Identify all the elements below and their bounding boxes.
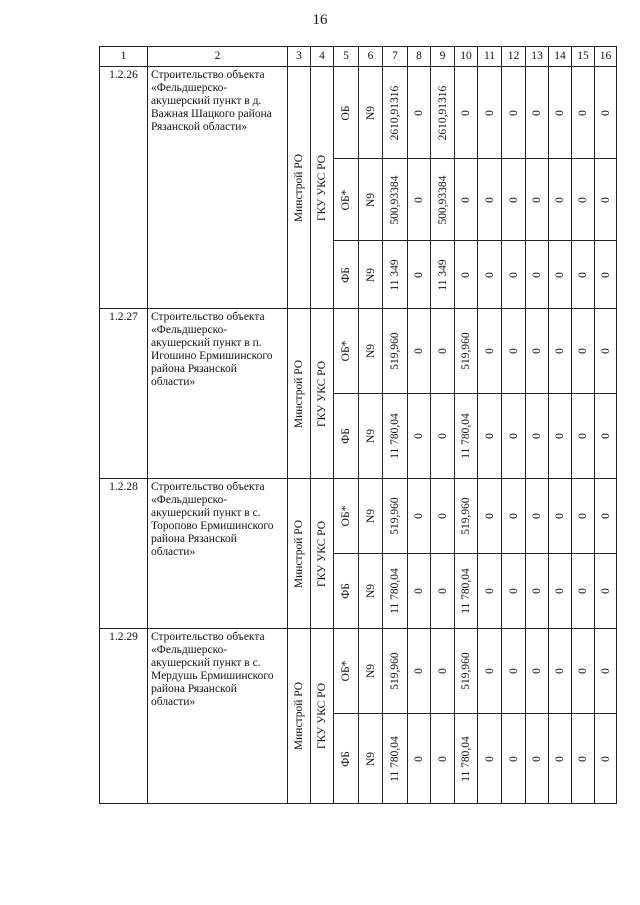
amount-cell-text: 0 xyxy=(413,433,425,439)
header-row xyxy=(100,47,617,67)
amount-cell-text: 11 780,04 xyxy=(460,413,472,459)
amount-cell xyxy=(526,554,549,629)
funding-year xyxy=(359,394,383,479)
amount-cell xyxy=(595,67,617,159)
amount-cell xyxy=(595,554,617,629)
amount-cell xyxy=(572,629,595,714)
amount-cell-text: 2610,91316 xyxy=(389,85,401,140)
col-header: 6 xyxy=(359,47,383,67)
amount-cell-text: 0 xyxy=(554,196,566,203)
amount-cell xyxy=(431,629,455,714)
amount-cell-text: 0 xyxy=(599,196,612,203)
amount-cell-text: 0 xyxy=(507,271,520,278)
amount-cell-text: 0 xyxy=(436,433,449,439)
funding-year-text: N9 xyxy=(364,428,377,444)
amount-cell-text: 0 xyxy=(531,668,543,674)
amount-cell xyxy=(455,394,478,479)
amount-cell xyxy=(549,629,572,714)
amount-cell xyxy=(549,159,572,241)
amount-cell xyxy=(572,309,595,394)
amount-cell-text: 0 xyxy=(599,513,612,519)
responsible-org xyxy=(288,479,311,629)
amount-cell xyxy=(383,67,408,159)
col-header: 13 xyxy=(526,47,549,67)
col-header: 4 xyxy=(311,47,334,67)
amount-cell xyxy=(572,394,595,479)
amount-cell-text: 500,93384 xyxy=(389,175,401,224)
amount-cell xyxy=(408,629,431,714)
amount-cell-text: 0 xyxy=(577,755,589,762)
amount-cell-text: 519,960 xyxy=(460,652,472,690)
amount-cell-text: 11 780,04 xyxy=(389,413,401,459)
amount-cell-text: 0 xyxy=(483,196,496,203)
amount-cell xyxy=(431,394,455,479)
amount-cell xyxy=(572,159,595,241)
amount-cell-text: 11 780,04 xyxy=(389,735,401,782)
amount-cell-text: 0 xyxy=(577,196,589,203)
amount-cell-text: 11 780,04 xyxy=(389,568,401,614)
item-code: 1.2.26 xyxy=(100,67,148,309)
amount-cell xyxy=(455,309,478,394)
amount-cell xyxy=(595,241,617,309)
amount-cell xyxy=(549,394,572,479)
amount-cell-text: 2610,91316 xyxy=(436,85,449,140)
amount-cell xyxy=(595,629,617,714)
amount-cell-text: 0 xyxy=(599,271,612,278)
amount-cell-text: 0 xyxy=(483,755,496,762)
funding-year xyxy=(359,309,383,394)
amount-cell xyxy=(572,554,595,629)
funding-source-text: ОБ* xyxy=(340,505,352,527)
amount-cell-text: 0 xyxy=(413,271,425,278)
amount-cell xyxy=(478,479,502,554)
responsible-org xyxy=(288,67,311,309)
amount-cell-text: 0 xyxy=(531,271,543,278)
amount-cell xyxy=(478,241,502,309)
amount-cell xyxy=(502,67,526,159)
funding-year-text: N9 xyxy=(364,192,377,207)
amount-cell xyxy=(502,309,526,394)
funding-year-text: N9 xyxy=(364,105,377,120)
amount-cell xyxy=(572,241,595,309)
amount-cell xyxy=(526,479,549,554)
amount-cell xyxy=(408,479,431,554)
amount-cell xyxy=(526,67,549,159)
amount-cell-text: 0 xyxy=(531,513,543,519)
amount-cell-text: 519,960 xyxy=(389,652,401,690)
responsible-org xyxy=(288,629,311,804)
funding-source xyxy=(334,479,359,554)
amount-cell-text: 0 xyxy=(554,271,566,278)
amount-cell-text: 0 xyxy=(460,271,472,278)
amount-cell-text: 0 xyxy=(483,433,496,439)
funding-source xyxy=(334,67,359,159)
funding-source xyxy=(334,309,359,394)
amount-cell xyxy=(526,714,549,804)
amount-cell-text: 11 349 xyxy=(436,258,449,291)
amount-cell xyxy=(478,67,502,159)
funding-year xyxy=(359,479,383,554)
amount-cell xyxy=(526,309,549,394)
amount-cell xyxy=(478,394,502,479)
responsible-org-text: Минстрой РО xyxy=(293,519,305,588)
amount-cell-text: 0 xyxy=(531,755,543,762)
executor-org xyxy=(311,67,334,309)
amount-cell-text: 0 xyxy=(577,109,589,116)
funding-year-text: N9 xyxy=(364,343,377,359)
funding-source xyxy=(334,241,359,309)
amount-cell xyxy=(455,629,478,714)
amount-cell-text: 0 xyxy=(436,668,449,674)
funding-source xyxy=(334,554,359,629)
amount-cell-text: 0 xyxy=(413,109,425,116)
funding-year xyxy=(359,629,383,714)
funding-year-text: N9 xyxy=(364,663,377,679)
col-header: 16 xyxy=(595,47,617,67)
funding-source-text: ФБ xyxy=(340,428,352,444)
amount-cell xyxy=(383,629,408,714)
executor-org-text: ГКУ УКС РО xyxy=(316,154,328,221)
amount-cell xyxy=(455,159,478,241)
amount-cell-text: 0 xyxy=(460,196,472,203)
amount-cell-text: 0 xyxy=(599,668,612,674)
col-header: 1 xyxy=(100,47,148,67)
amount-cell xyxy=(502,554,526,629)
amount-cell-text: 0 xyxy=(577,348,589,354)
amount-cell-text: 0 xyxy=(577,433,589,439)
amount-cell-text: 0 xyxy=(531,109,543,116)
amount-cell-text: 0 xyxy=(507,513,520,519)
funding-source-text: ФБ xyxy=(340,266,352,283)
amount-cell xyxy=(383,554,408,629)
amount-cell xyxy=(502,629,526,714)
responsible-org-text: Минстрой РО xyxy=(293,681,305,751)
col-header: 12 xyxy=(502,47,526,67)
table-row xyxy=(100,479,617,554)
executor-org-text: ГКУ УКС РО xyxy=(316,682,328,750)
funding-year-text: N9 xyxy=(364,583,377,599)
program-table xyxy=(99,46,617,804)
amount-cell-text: 0 xyxy=(436,588,449,594)
amount-cell-text: 0 xyxy=(436,755,449,762)
amount-cell-text: 0 xyxy=(531,196,543,203)
amount-cell xyxy=(431,241,455,309)
funding-year xyxy=(359,554,383,629)
amount-cell-text: 0 xyxy=(507,588,520,594)
amount-cell xyxy=(478,714,502,804)
item-name: Строительство объекта «Фельдшерско-акушерский пункт в с. Торопово Ермишинского района Рязанской области» xyxy=(148,479,288,629)
amount-cell xyxy=(572,479,595,554)
funding-year-text: N9 xyxy=(364,508,377,524)
responsible-org xyxy=(288,309,311,479)
col-header: 8 xyxy=(408,47,431,67)
funding-source-text: ОБ* xyxy=(340,189,352,210)
table-body xyxy=(100,47,617,804)
amount-cell-text: 500,93384 xyxy=(436,175,449,224)
amount-cell xyxy=(502,714,526,804)
amount-cell xyxy=(431,714,455,804)
funding-source xyxy=(334,714,359,804)
amount-cell xyxy=(431,67,455,159)
amount-cell xyxy=(502,394,526,479)
amount-cell xyxy=(572,714,595,804)
executor-org xyxy=(311,309,334,479)
funding-year xyxy=(359,159,383,241)
amount-cell xyxy=(595,479,617,554)
amount-cell-text: 0 xyxy=(554,513,566,519)
amount-cell-text: 0 xyxy=(507,109,520,116)
amount-cell xyxy=(478,159,502,241)
col-header: 3 xyxy=(288,47,311,67)
amount-cell-text: 0 xyxy=(577,668,589,674)
amount-cell-text: 0 xyxy=(413,755,425,762)
col-header: 9 xyxy=(431,47,455,67)
amount-cell-text: 0 xyxy=(483,109,496,116)
amount-cell xyxy=(455,241,478,309)
item-code: 1.2.27 xyxy=(100,309,148,479)
amount-cell-text: 0 xyxy=(531,588,543,594)
amount-cell xyxy=(526,159,549,241)
funding-source-text: ОБ xyxy=(340,105,352,120)
responsible-org-text: Минстрой РО xyxy=(293,153,305,222)
amount-cell xyxy=(502,241,526,309)
amount-cell-text: 0 xyxy=(531,348,543,354)
amount-cell xyxy=(526,394,549,479)
amount-cell xyxy=(383,309,408,394)
amount-cell-text: 0 xyxy=(599,755,612,762)
amount-cell xyxy=(549,479,572,554)
amount-cell-text: 11 349 xyxy=(389,258,401,291)
amount-cell-text: 0 xyxy=(413,196,425,203)
amount-cell xyxy=(408,309,431,394)
col-header: 10 xyxy=(455,47,478,67)
amount-cell xyxy=(431,309,455,394)
amount-cell xyxy=(408,714,431,804)
funding-year-text: N9 xyxy=(364,751,377,766)
amount-cell xyxy=(455,67,478,159)
funding-year xyxy=(359,67,383,159)
amount-cell-text: 0 xyxy=(577,588,589,594)
funding-source-text: ОБ* xyxy=(340,660,352,682)
amount-cell-text: 11 780,04 xyxy=(460,735,472,782)
amount-cell-text: 0 xyxy=(483,271,496,278)
amount-cell-text: 0 xyxy=(577,271,589,278)
item-code: 1.2.29 xyxy=(100,629,148,804)
funding-year xyxy=(359,241,383,309)
amount-cell-text: 11 780,04 xyxy=(460,568,472,614)
amount-cell-text: 0 xyxy=(507,668,520,674)
amount-cell xyxy=(595,714,617,804)
amount-cell-text: 0 xyxy=(507,348,520,354)
amount-cell-text: 0 xyxy=(507,433,520,439)
amount-cell xyxy=(408,159,431,241)
amount-cell-text: 519,960 xyxy=(389,332,401,370)
amount-cell xyxy=(383,394,408,479)
table-row xyxy=(100,629,617,714)
amount-cell-text: 0 xyxy=(554,755,566,762)
amount-cell xyxy=(502,159,526,241)
amount-cell-text: 0 xyxy=(554,668,566,674)
funding-source-text: ФБ xyxy=(340,583,352,599)
funding-source-text: ФБ xyxy=(340,750,352,767)
item-name: Строительство объекта «Фельдшерско-акушерский пункт в с. Мердушь Ермишинского района Рязанской области» xyxy=(148,629,288,804)
amount-cell-text: 0 xyxy=(599,433,612,439)
executor-org xyxy=(311,629,334,804)
amount-cell xyxy=(502,479,526,554)
amount-cell xyxy=(383,479,408,554)
amount-cell-text: 0 xyxy=(507,755,520,762)
amount-cell-text: 0 xyxy=(554,348,566,354)
amount-cell-text: 0 xyxy=(436,348,449,354)
amount-cell xyxy=(478,554,502,629)
amount-cell xyxy=(408,67,431,159)
executor-org-text: ГКУ УКС РО xyxy=(316,360,328,427)
amount-cell xyxy=(431,479,455,554)
amount-cell xyxy=(408,554,431,629)
item-name: Строительство объекта «Фельдшерско-акушерский пункт в п. Игошино Ермишинского района Рязанской области» xyxy=(148,309,288,479)
amount-cell xyxy=(549,67,572,159)
amount-cell xyxy=(408,394,431,479)
amount-cell xyxy=(526,241,549,309)
item-code: 1.2.28 xyxy=(100,479,148,629)
amount-cell-text: 0 xyxy=(554,109,566,116)
amount-cell-text: 0 xyxy=(599,109,612,116)
page-number: 16 xyxy=(312,12,328,28)
col-header: 14 xyxy=(549,47,572,67)
amount-cell-text: 0 xyxy=(483,588,496,594)
amount-cell xyxy=(383,159,408,241)
amount-cell-text: 0 xyxy=(599,588,612,594)
funding-year xyxy=(359,714,383,804)
col-header: 15 xyxy=(572,47,595,67)
amount-cell xyxy=(408,241,431,309)
amount-cell-text: 0 xyxy=(507,196,520,203)
amount-cell xyxy=(383,241,408,309)
amount-cell xyxy=(549,554,572,629)
amount-cell-text: 0 xyxy=(554,588,566,594)
funding-source xyxy=(334,159,359,241)
amount-cell-text: 0 xyxy=(460,109,472,116)
amount-cell xyxy=(526,629,549,714)
amount-cell xyxy=(478,309,502,394)
amount-cell-text: 0 xyxy=(577,513,589,519)
table-row xyxy=(100,67,617,159)
amount-cell xyxy=(478,629,502,714)
executor-org xyxy=(311,479,334,629)
responsible-org-text: Минстрой РО xyxy=(293,359,305,428)
amount-cell-text: 519,960 xyxy=(460,497,472,535)
amount-cell xyxy=(455,554,478,629)
amount-cell-text: 519,960 xyxy=(460,332,472,370)
amount-cell-text: 0 xyxy=(599,348,612,354)
item-name: Строительство объекта «Фельдшерско-акушерский пункт в д. Важная Шацкого района Рязанской области» xyxy=(148,67,288,309)
funding-source xyxy=(334,394,359,479)
amount-cell-text: 0 xyxy=(483,513,496,519)
amount-cell-text: 0 xyxy=(554,433,566,439)
amount-cell-text: 519,960 xyxy=(389,497,401,535)
amount-cell xyxy=(595,309,617,394)
amount-cell-text: 0 xyxy=(413,513,425,519)
amount-cell-text: 0 xyxy=(531,433,543,439)
amount-cell-text: 0 xyxy=(483,348,496,354)
amount-cell xyxy=(595,394,617,479)
amount-cell-text: 0 xyxy=(413,348,425,354)
amount-cell xyxy=(431,159,455,241)
funding-source-text: ОБ* xyxy=(340,340,352,362)
col-header: 5 xyxy=(334,47,359,67)
amount-cell xyxy=(572,67,595,159)
amount-cell xyxy=(549,309,572,394)
col-header: 11 xyxy=(478,47,502,67)
amount-cell xyxy=(455,714,478,804)
amount-cell xyxy=(431,554,455,629)
amount-cell xyxy=(595,159,617,241)
amount-cell xyxy=(549,714,572,804)
col-header: 2 xyxy=(148,47,288,67)
funding-source xyxy=(334,629,359,714)
amount-cell xyxy=(383,714,408,804)
amount-cell-text: 0 xyxy=(483,668,496,674)
table-row xyxy=(100,309,617,394)
amount-cell-text: 0 xyxy=(413,588,425,594)
executor-org-text: ГКУ УКС РО xyxy=(316,520,328,587)
amount-cell xyxy=(455,479,478,554)
funding-year-text: N9 xyxy=(364,267,377,282)
col-header: 7 xyxy=(383,47,408,67)
amount-cell xyxy=(549,241,572,309)
amount-cell-text: 0 xyxy=(436,513,449,519)
amount-cell-text: 0 xyxy=(413,668,425,674)
